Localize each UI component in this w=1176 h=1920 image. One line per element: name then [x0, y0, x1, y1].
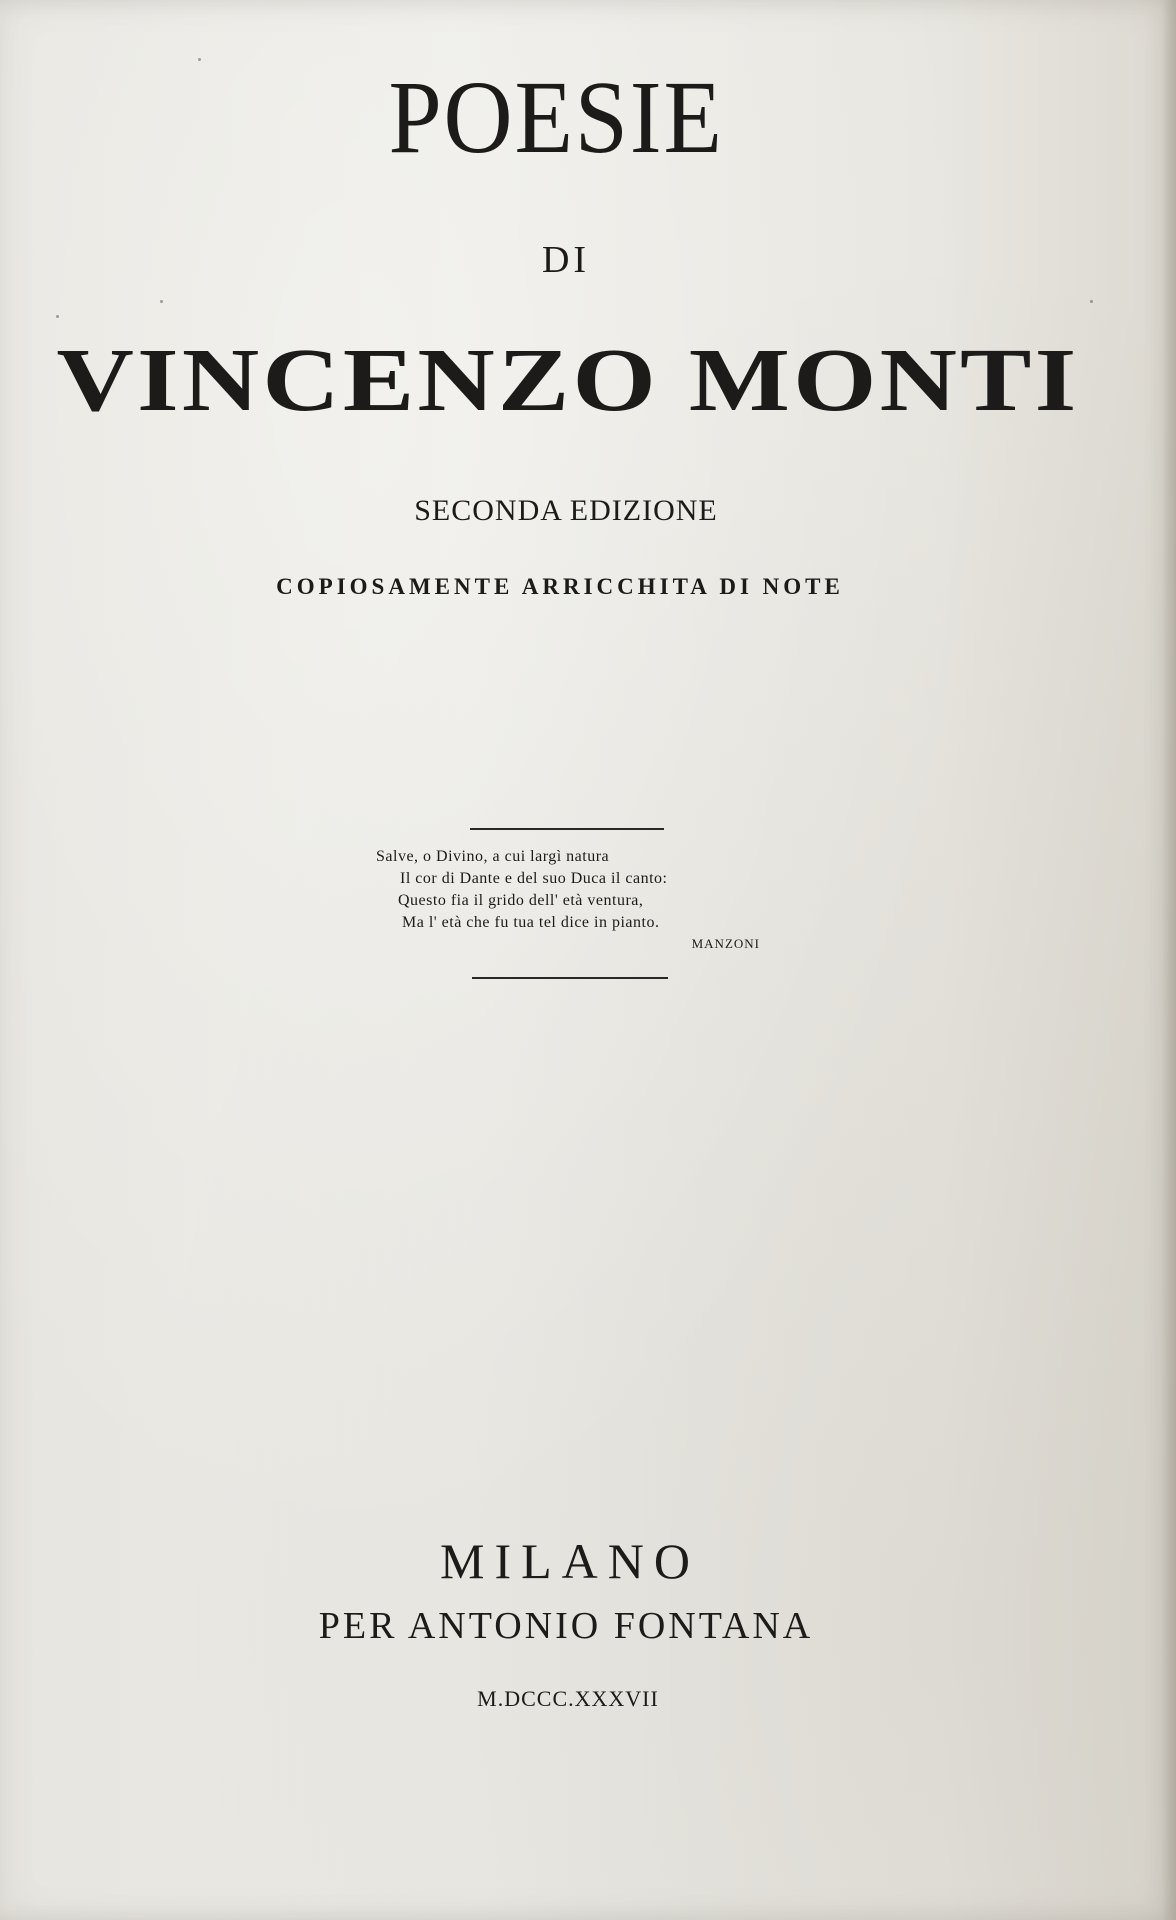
- epigraph-attribution: MANZONI: [691, 936, 760, 951]
- author-name: VINCENZO MONTI: [56, 330, 1080, 431]
- imprint-city: MILANO: [440, 1533, 700, 1589]
- paper-speck: [160, 300, 163, 303]
- epigraph-rule-top: [470, 828, 664, 830]
- edition-line: SECONDA EDIZIONE: [414, 494, 718, 527]
- title-preposition: DI: [541, 239, 591, 281]
- paper-speck: [56, 315, 59, 318]
- epigraph-rule-bottom: [472, 977, 668, 979]
- book-title: POESIE: [388, 60, 724, 175]
- paper-speck: [1090, 300, 1093, 303]
- imprint-year: M.DCCC.XXXVII: [477, 1686, 659, 1711]
- paper-speck: [198, 58, 201, 61]
- epigraph-line: Ma l' età che fu tua tel dice in pianto.: [402, 914, 660, 931]
- imprint-publisher: PER ANTONIO FONTANA: [318, 1605, 814, 1647]
- epigraph-line: Il cor di Dante e del suo Duca il canto:: [400, 870, 668, 887]
- page-edge-shadow: [1162, 0, 1176, 1920]
- epigraph: [376, 846, 796, 954]
- epigraph-line: Salve, o Divino, a cui largì natura: [376, 848, 610, 865]
- subtitle-line: COPIOSAMENTE ARRICCHITA DI NOTE: [276, 574, 844, 599]
- epigraph-line: Questo fia il grido dell' età ventura,: [398, 892, 644, 909]
